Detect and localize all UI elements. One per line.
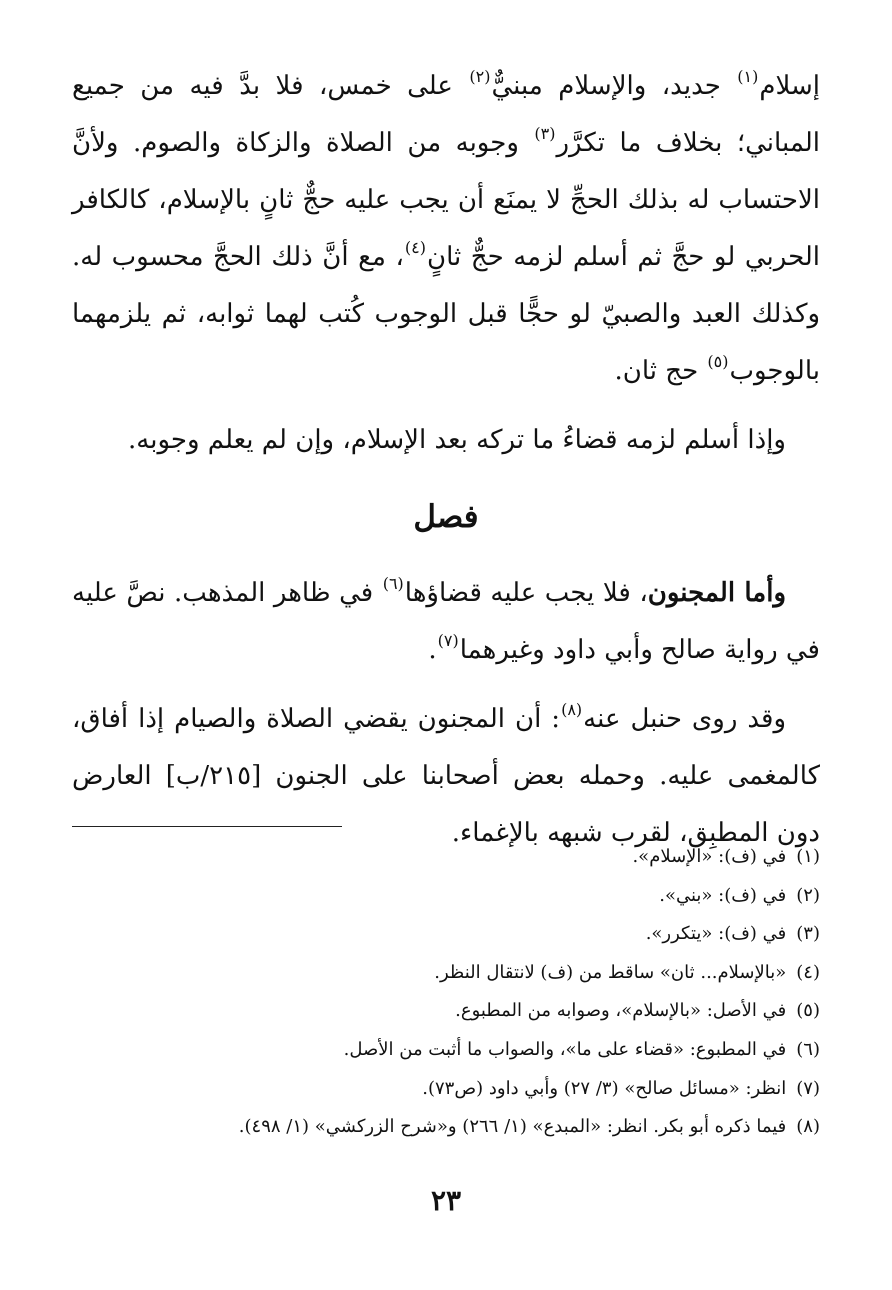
text-segment: وقد روى حنبل عنه [583, 704, 786, 734]
text-segment: حج ثان. [614, 356, 707, 386]
page-number: ٢٣ [430, 1184, 462, 1217]
footnote-text: في المطبوع: «قضاء على ما»، والصواب ما أثبت من الأصل. [343, 1038, 787, 1060]
footnote-number: (٥) [796, 1000, 820, 1022]
footnote-7 [72, 1070, 820, 1109]
footnote-number: (٣) [796, 923, 820, 945]
footnote-text: في (ف): «بني». [659, 884, 787, 906]
footnote-4 [72, 954, 820, 993]
footnote-number: (٧) [796, 1077, 820, 1099]
section-heading: فصل [413, 499, 479, 535]
text-segment: ، مع أنَّ ذلك الحجَّ محسوب له. وكذلك العبد والصبيّ لو حجًّا قبل الوجوب كُتب لهما ثوابه، ثم يلزمهما بالوجوب [72, 242, 820, 386]
footnote-text: انظر: «مسائل صالح» (٣/ ٢٧) وأبي داود (ص٧٣). [422, 1077, 787, 1099]
footnote-ref-6[interactable]: (٦) [382, 574, 404, 593]
footnote-8 [72, 1108, 820, 1147]
footnote-ref-5[interactable]: (٥) [707, 352, 729, 371]
paragraph-3 [72, 565, 820, 679]
footnote-text: في الأصل: «بالإسلام»، وصوابه من المطبوع. [455, 1000, 787, 1022]
text-segment: على خمس، فلا بدَّ فيه من جميع المباني؛ بخلاف ما تكرَّر [72, 71, 820, 158]
footnote-2 [72, 877, 820, 916]
footnote-text: «بالإسلام... ثان» ساقط من (ف) لانتقال النظر. [434, 961, 787, 983]
footnote-3 [72, 915, 820, 954]
main-text [72, 58, 820, 862]
footnote-text: في (ف): «يتكرر». [645, 923, 787, 945]
footnote-text: في (ف): «الإسلام». [632, 846, 787, 867]
footnote-ref-4[interactable]: (٤) [404, 238, 426, 257]
footnote-ref-2[interactable]: (٢) [469, 67, 491, 86]
footnote-ref-3[interactable]: (٣) [534, 124, 556, 143]
footnote-text: فيما ذكره أبو بكر. انظر: «المبدع» (١/ ٢٦٦) و«شرح الزركشي» (١/ ٤٩٨). [238, 1116, 787, 1138]
footnote-number: (٤) [796, 961, 820, 983]
paragraph-2: وإذا أسلم لزمه قضاءُ ما تركه بعد الإسلام، وإن لم يعلم وجوبه. [128, 425, 786, 455]
text-segment: وجوبه من الصلاة والزكاة والصوم. ولأنَّ الاحتساب له بذلك الحجِّ لا يمنَع أن يجب عليه حجٌّ ثانٍ بالإسلام، كالكافر الحربي لو حجَّ ثم أسلم لزمه حجٌّ ثانٍ [72, 128, 821, 272]
text-segment: . [428, 635, 437, 665]
footnote-1 [72, 838, 820, 877]
text-segment: في ظاهر المذهب. نصَّ عليه في رواية صالح وأبي داود وغيرهما [72, 578, 820, 665]
lead-term: وأما المجنون [647, 578, 786, 608]
footnote-number: (٢) [796, 884, 820, 906]
footnote-5 [72, 992, 820, 1031]
footnote-ref-7[interactable]: (٧) [437, 631, 459, 650]
text-segment: جديد، والإسلام مبنيٌّ [491, 71, 737, 101]
footnote-number: (٦) [796, 1038, 820, 1060]
text-segment: : أن المجنون يقضي الصلاة والصيام إذا أفاق، كالمغمى عليه. وحمله بعض أصحابنا على الجنون [٢١٥/ب] العارض دون المطبِق، لقرب شبهه بالإغماء. [72, 704, 820, 848]
footnote-ref-8[interactable]: (٨) [561, 700, 583, 719]
footnote-ref-1[interactable]: (١) [737, 67, 759, 86]
text-segment: إسلام [759, 71, 820, 101]
footnote-6 [72, 1031, 820, 1070]
paragraph-1 [72, 58, 820, 400]
footnote-number: (٨) [796, 1116, 820, 1138]
footnote-separator [72, 826, 342, 827]
text-segment: ، فلا يجب عليه قضاؤها [404, 578, 648, 608]
footnote-number: (١) [796, 846, 820, 867]
footnotes [72, 838, 820, 1147]
paragraph-4 [72, 691, 820, 862]
